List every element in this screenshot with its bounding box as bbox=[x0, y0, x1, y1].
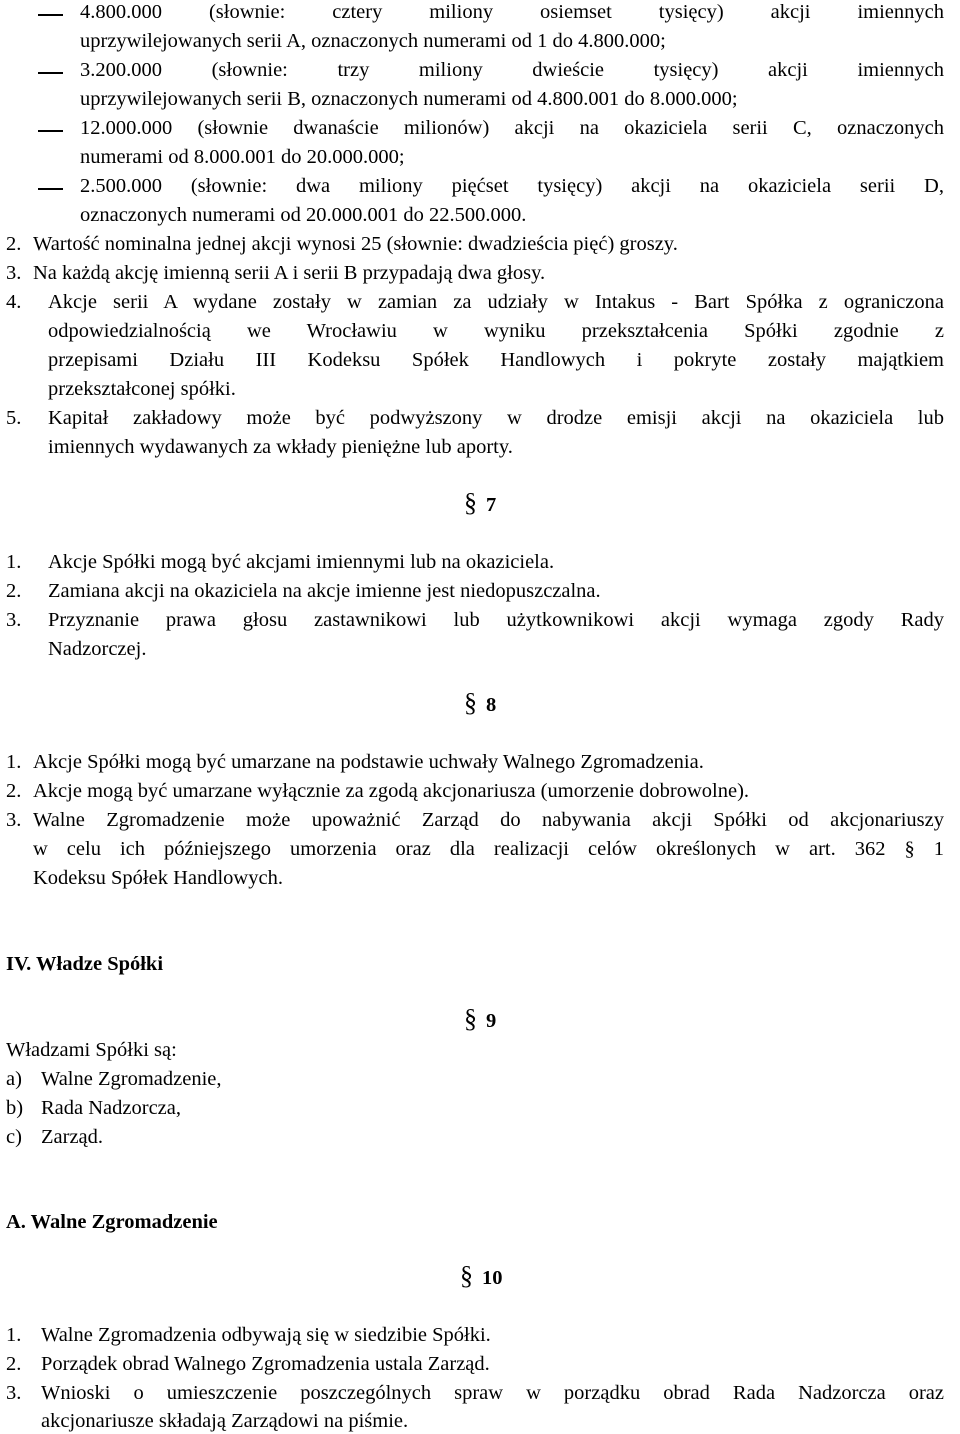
section-sign-icon: § bbox=[464, 688, 477, 717]
point-text: Akcje Spółki mogą być akcjami imiennymi lub na okaziciela. bbox=[48, 551, 555, 573]
series-c-line1: 12.000.000 (słownie dwanaście milionów) akcji na okaziciela serii C, oznaczonych bbox=[80, 117, 944, 139]
point-text: Akcje serii A wydane zostały w zamian za udziały w Intakus - Bart Spółka z ograniczona bbox=[48, 291, 944, 313]
point-number: 3. bbox=[6, 262, 22, 284]
list-intro: Władzami Spółki są: bbox=[6, 1039, 177, 1061]
point-number: 1. bbox=[6, 1324, 22, 1346]
list-label: c) bbox=[6, 1126, 22, 1148]
list-label: a) bbox=[6, 1068, 22, 1090]
dash-bullet bbox=[38, 72, 63, 74]
point-text: przekształconej spółki. bbox=[48, 378, 236, 400]
point-text: Kapitał zakładowy może być podwyższony w drodze emisji akcji na okaziciela lub bbox=[48, 407, 944, 429]
point-text: akcjonariusze składają Zarządowi na piśmie. bbox=[41, 1410, 409, 1432]
list-label: b) bbox=[6, 1097, 24, 1119]
point-text: Akcje mogą być umarzane wyłącznie za zgodą akcjonariusza (umorzenie dobrowolne). bbox=[33, 780, 750, 802]
dash-bullet bbox=[38, 14, 63, 16]
point-text: odpowiedzialnością we Wrocławiu w wyniku przekształcenia Spółki zgodnie z bbox=[48, 320, 944, 342]
point-number: 2. bbox=[6, 1353, 22, 1375]
point-number: 1. bbox=[6, 551, 22, 573]
point-text: w celu ich późniejszego umorzenia oraz dla realizacji celów określonych w art. 362 § 1 bbox=[33, 838, 944, 860]
point-number: 5. bbox=[6, 407, 22, 429]
point-number: 3. bbox=[6, 609, 22, 631]
point-text: Kodeksu Spółek Handlowych. bbox=[33, 867, 283, 889]
point-text: Na każdą akcję imienną serii A i serii B przypadają dwa głosy. bbox=[33, 262, 546, 284]
section-sign-icon: § bbox=[460, 1261, 473, 1290]
section-number: 9 bbox=[486, 1010, 497, 1032]
point-text: imiennych wydawanych za wkłady pieniężne lub aporty. bbox=[48, 436, 513, 458]
point-number: 2. bbox=[6, 780, 22, 802]
point-text: Nadzorczej. bbox=[48, 638, 147, 660]
subsection-heading: A. Walne Zgromadzenie bbox=[6, 1211, 218, 1233]
section-number: 8 bbox=[486, 694, 497, 716]
point-number: 2. bbox=[6, 580, 22, 602]
section-sign-icon: § bbox=[464, 488, 477, 517]
point-number: 3. bbox=[6, 809, 22, 831]
point-number: 4. bbox=[6, 291, 22, 313]
point-text: Przyznanie prawa głosu zastawnikowi lub użytkownikowi akcji wymaga zgody Rady bbox=[48, 609, 944, 631]
series-a-line2: uprzywilejowanych serii A, oznaczonych numerami od 1 do 4.800.000; bbox=[80, 30, 666, 52]
dash-bullet bbox=[38, 130, 63, 132]
list-item: Rada Nadzorcza, bbox=[41, 1097, 181, 1119]
series-b-line2: uprzywilejowanych serii B, oznaczonych numerami od 4.800.001 do 8.000.000; bbox=[80, 88, 738, 110]
point-text: Zamiana akcji na okaziciela na akcje imienne jest niedopuszczalna. bbox=[48, 580, 601, 602]
series-b-line1: 3.200.000 (słownie: trzy miliony dwieście tysięcy) akcji imiennych bbox=[80, 59, 944, 81]
series-a-line1: 4.800.000 (słownie: cztery miliony osiemset tysięcy) akcji imiennych bbox=[80, 1, 944, 23]
series-d-line1: 2.500.000 (słownie: dwa miliony pięćset tysięcy) akcji na okaziciela serii D, bbox=[80, 175, 944, 197]
section-sign-icon: § bbox=[464, 1004, 477, 1033]
point-number: 2. bbox=[6, 233, 22, 255]
point-text: Porządek obrad Walnego Zgromadzenia ustala Zarząd. bbox=[41, 1353, 490, 1375]
list-item: Walne Zgromadzenie, bbox=[41, 1068, 222, 1090]
section-number: 7 bbox=[486, 494, 497, 516]
point-text: przepisami Działu III Kodeksu Spółek Handlowych i pokryte zostały majątkiem bbox=[48, 349, 944, 371]
point-number: 3. bbox=[6, 1382, 22, 1404]
point-text: Akcje Spółki mogą być umarzane na podstawie uchwały Walnego Zgromadzenia. bbox=[33, 751, 704, 773]
series-d-line2: oznaczonych numerami od 20.000.001 do 22.500.000. bbox=[80, 204, 527, 226]
dash-bullet bbox=[38, 188, 63, 190]
point-text: Walne Zgromadzenie może upoważnić Zarząd do nabywania akcji Spółki od akcjonariuszy bbox=[33, 809, 944, 831]
list-item: Zarząd. bbox=[41, 1126, 104, 1148]
point-text: Wartość nominalna jednej akcji wynosi 25 (słownie: dwadzieścia pięć) groszy. bbox=[33, 233, 678, 255]
point-number: 1. bbox=[6, 751, 22, 773]
chapter-heading: IV. Władze Spółki bbox=[6, 953, 164, 975]
point-text: Wnioski o umieszczenie poszczególnych spraw w porządku obrad Rada Nadzorcza oraz bbox=[41, 1382, 944, 1404]
section-number: 10 bbox=[482, 1267, 503, 1289]
point-text: Walne Zgromadzenia odbywają się w siedzibie Spółki. bbox=[41, 1324, 491, 1346]
series-c-line2: numerami od 8.000.001 do 20.000.000; bbox=[80, 146, 405, 168]
